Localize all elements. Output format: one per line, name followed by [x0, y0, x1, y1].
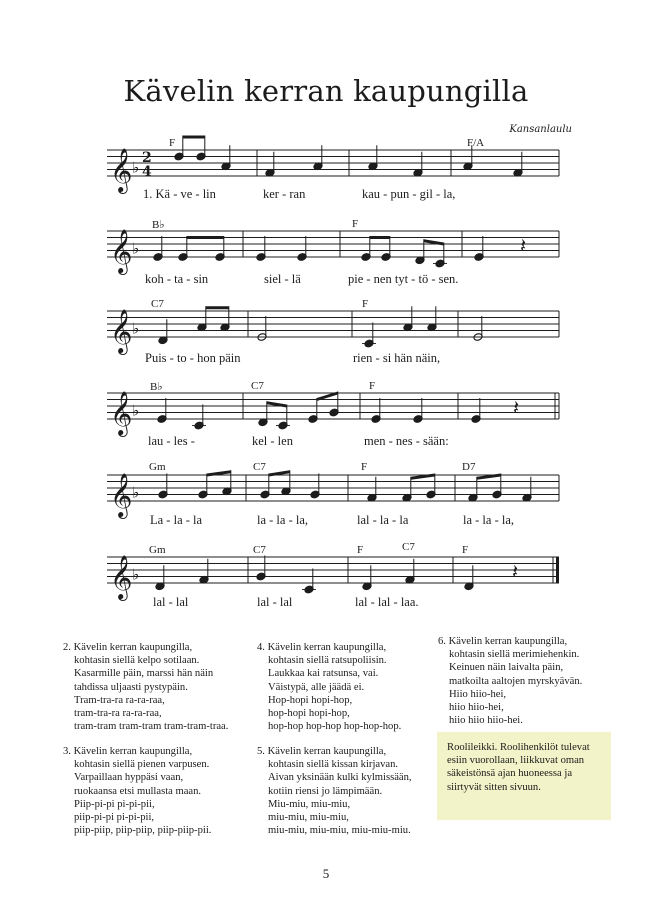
lyric-line: Puis - to - hon päin: [145, 351, 241, 365]
lyric-line: 1. Kä - ve - lin: [143, 187, 216, 201]
verse-5: [257, 745, 412, 837]
treble-clef-icon: 𝄞: [110, 555, 133, 599]
treble-clef-icon: 𝄞: [110, 391, 133, 435]
verse-line: kotiin riensi jo lämpimään.: [268, 785, 383, 797]
flat-icon: ♭: [132, 158, 140, 177]
note-beam: [411, 474, 435, 480]
chord-symbol: Gm: [149, 461, 166, 473]
lyric-line: la - la - la,: [257, 513, 309, 527]
verse-line: Väistypä, alle jäädä ei.: [268, 681, 365, 693]
chord-symbol: F: [462, 544, 469, 556]
chord-symbol: F: [357, 544, 364, 556]
verse-line: kohtasin siellä ratsupoliisin.: [268, 655, 387, 667]
role-play-note: [437, 732, 611, 820]
verse-line: miu-miu, miu-miu,: [268, 812, 349, 824]
lyric-line: ker - ran: [263, 187, 306, 201]
verse-line: kohtasin siellä kelpo sotilaan.: [74, 655, 200, 667]
note-beam: [370, 236, 390, 239]
verse-line: Laukkaa kai ratsunsa, vai.: [268, 668, 379, 680]
verse-line: hop-hopi hopi-hop,: [268, 708, 350, 720]
note-beam: [477, 474, 501, 480]
flat-icon: ♭: [132, 239, 140, 258]
note-beam: [424, 239, 444, 245]
verse-line: kohtasin siellä kissan kirjavan.: [268, 759, 399, 771]
lyric-line: lal - lal: [257, 595, 293, 609]
final-barline: [556, 557, 559, 583]
verse-line: piip-piip, piip-piip, piip-piip-pii.: [74, 825, 212, 837]
verse-line: matkoilta aaltojen myrskyävän.: [449, 675, 583, 687]
verse-line: hop-hop hop-hop hop-hop-hop.: [268, 721, 402, 733]
chord-symbol: F: [352, 218, 359, 230]
verse-line: Keinuen näin laivalta päin,: [449, 662, 564, 674]
chord-symbol: D7: [462, 461, 476, 473]
chord-symbol: C7: [253, 544, 266, 556]
verse-line: 4. Kävelin kerran kaupungilla,: [257, 642, 387, 653]
page-number: 5: [322, 866, 330, 881]
verse-line: 2. Kävelin kerran kaupungilla,: [63, 642, 193, 653]
verse-line: Hop-hopi hopi-hop,: [268, 694, 353, 706]
chord-symbol: C7: [253, 461, 266, 473]
flat-icon: ♭: [132, 565, 140, 584]
flat-icon: ♭: [132, 319, 140, 338]
verse-line: tram-tram tram-tram tram-tram-traa.: [74, 721, 229, 733]
chord-symbol: C7: [402, 541, 415, 553]
lyric-line: koh - ta - sin: [145, 272, 209, 286]
verse-line: hiio hiio hiio-hei.: [449, 715, 523, 727]
verse-line: tahdissa uljaasti pystypäin.: [74, 681, 188, 693]
chord-symbol: F: [169, 137, 176, 149]
flat-icon: ♭: [132, 401, 140, 420]
verse-line: hiio hiio-hei,: [449, 702, 504, 714]
chord-symbol: B♭: [152, 219, 165, 231]
note-beam: [183, 136, 205, 139]
lyric-line: La - la - la: [150, 513, 203, 527]
verse-line: tram-tra-ra ra-ra-raa,: [74, 708, 162, 720]
lyric-line: kau - pun - gil - la,: [362, 187, 456, 201]
chord-symbol: Gm: [149, 544, 166, 556]
note-beam: [207, 470, 231, 476]
lyric-line: lal - lal - laa.: [355, 595, 419, 609]
verse-line: Miu-miu, miu-miu,: [268, 798, 351, 810]
note-beam: [269, 470, 290, 476]
chord-symbol: F: [361, 461, 368, 473]
treble-clef-icon: 𝄞: [110, 309, 133, 353]
treble-clef-icon: 𝄞: [110, 229, 133, 273]
time-signature-bottom: 4: [142, 164, 152, 180]
lyric-line: kel - len: [252, 434, 293, 448]
note-beam: [187, 236, 224, 239]
quarter-rest-icon: 𝄽: [512, 559, 519, 584]
verse-4: [257, 641, 401, 733]
verse-line: kohtasin siellä pienen varpusen.: [74, 759, 210, 771]
flat-icon: ♭: [132, 483, 140, 502]
lyric-line: lal - la - la: [357, 513, 409, 527]
chord-symbol: C7: [151, 298, 164, 310]
verse-line: Varpaillaan hyppäsi vaan,: [74, 772, 184, 784]
lyric-line: siel - lä: [264, 272, 301, 286]
verse-3: [63, 745, 211, 837]
chord-symbol: B♭: [150, 381, 163, 393]
lyric-line: pie - nen tyt - tö - sen.: [348, 272, 459, 286]
lyric-line: lal - lal: [153, 595, 189, 609]
time-signature-top: 2: [142, 150, 152, 166]
lyric-line: rien - si hän näin,: [353, 351, 441, 365]
verse-2: [63, 641, 228, 733]
treble-clef-icon: 𝄞: [110, 473, 133, 517]
verse-line: Hiio hiio-hei,: [449, 688, 507, 700]
note-beam: [267, 401, 287, 407]
verse-line: miu-miu, miu-miu, miu-miu-miu.: [268, 825, 411, 837]
chord-symbol: F: [369, 380, 376, 392]
verse-line: Tram-tra-ra ra-ra-raa,: [74, 694, 165, 706]
song-title: Kävelin kerran kaupungilla: [123, 74, 529, 108]
verse-line: Piip-pi-pi pi-pi-pii,: [74, 798, 155, 810]
verse-line: kohtasin siellä merimiehenkin.: [449, 649, 580, 661]
treble-clef-icon: 𝄞: [110, 148, 133, 192]
role-play-text: Roolileikki. Roolihenkilöt tulevat esiin vuorollaan, liikkuvat oman säkeistönsä ajan huoneessa ja siirtyvät sitten sivuun.: [447, 742, 590, 793]
quarter-rest-icon: 𝄽: [513, 395, 520, 420]
lyric-line: lau - les -: [148, 434, 195, 448]
verse-6: [438, 635, 582, 727]
chord-symbol: C7: [251, 380, 264, 392]
chord-symbol: F/A: [467, 137, 485, 149]
verse-line: 3. Kävelin kerran kaupungilla,: [63, 746, 193, 757]
verse-line: 6. Kävelin kerran kaupungilla,: [438, 636, 568, 647]
verse-line: piip-pi-pi pi-pi-pii,: [74, 812, 155, 824]
lyric-line: men - nes - sään:: [364, 434, 449, 448]
quarter-rest-icon: 𝄽: [520, 233, 527, 258]
chord-symbol: F: [362, 298, 369, 310]
verse-line: Aivan yksinään kulki kylmissään,: [268, 772, 412, 784]
composer-credit: Kansanlaulu: [509, 124, 572, 135]
note-beam: [206, 306, 229, 309]
verse-line: Kasarmille päin, marssi hän näin: [74, 668, 214, 680]
lyric-line: la - la - la,: [463, 513, 515, 527]
verse-line: ruokaansa etsi mullasta maan.: [74, 785, 202, 797]
verse-line: 5. Kävelin kerran kaupungilla,: [257, 746, 387, 757]
